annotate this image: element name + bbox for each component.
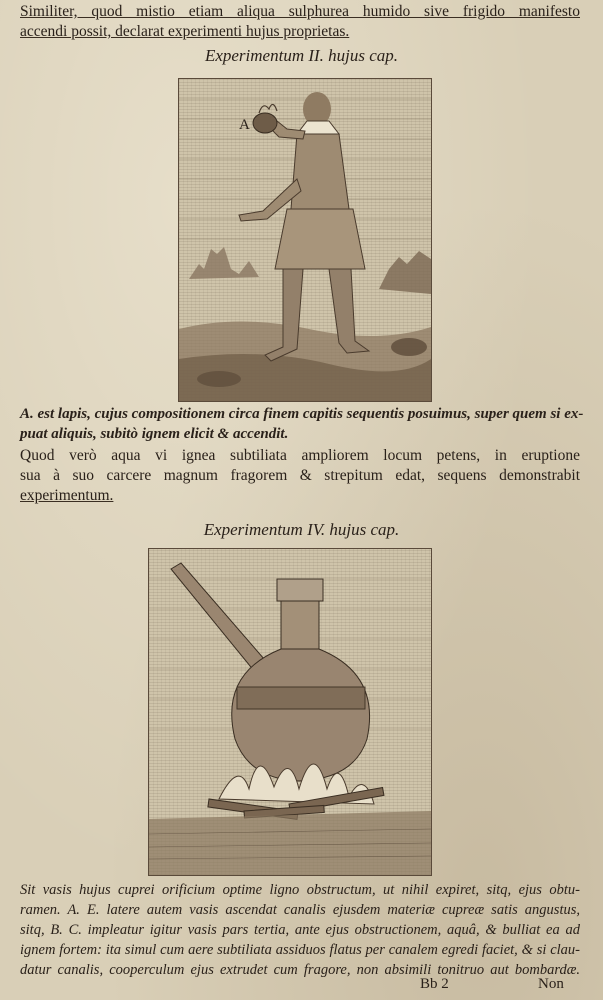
signature-mark: Bb 2 bbox=[420, 976, 449, 992]
experiment-2-heading: Experimentum II. hujus cap. bbox=[204, 46, 399, 65]
top-line-2: accendi possit, declarat experimenti hujus proprietas. bbox=[20, 23, 350, 40]
caption-line-1: A. est lapis, cujus compositionem circa finem capitis sequentis posuimus, super quem si ex- bbox=[20, 406, 584, 422]
copper-vessel-icon bbox=[149, 549, 431, 875]
exp4-line-4: ignem fortem: ita simul cum aere subtiliata assiduos flatus per canalem egredi faciet, & si clau- bbox=[20, 942, 580, 958]
experiment-4-heading: Experimentum IV. hujus cap. bbox=[203, 520, 400, 539]
middle-paragraph bbox=[20, 446, 580, 506]
caption-line-2: puat aliquis, subitò ignem elicit & accendit. bbox=[20, 426, 289, 442]
exp4-line-2: ramen. A. E. latere autem vasis ascendat canalis ejusdem materiæ cupreæ satis angustus, bbox=[20, 902, 580, 918]
top-paragraph bbox=[20, 2, 580, 42]
engraving-man-icon bbox=[179, 79, 431, 401]
experiment-4-text bbox=[20, 880, 580, 980]
exp4-line-3: sitq, B. C. impleatur igitur vasis pars tertia, ante ejus obstructionem, aquâ, & bulliat ea ad bbox=[20, 922, 580, 938]
engraving-copper-vessel bbox=[148, 548, 432, 876]
para-line-2: sua à suo carcere magnum fragorem & strepitum edat, sequens demonstrabit bbox=[20, 467, 580, 484]
catchword: Non bbox=[538, 976, 564, 992]
plate-label-a: A bbox=[239, 117, 250, 133]
para-line-3: experimentum. bbox=[20, 487, 114, 504]
exp4-line-1: Sit vasis hujus cuprei orificium optime ligno obstructum, ut nihil expiret, sitq, ejus obtu- bbox=[20, 882, 580, 898]
engraving-man-with-stone bbox=[178, 78, 432, 402]
exp4-line-5: datur canalis, cooperculum ejus extrudet cum fragore, non absimili tonitruo aut bombardæ. bbox=[20, 962, 580, 978]
experiment-2-caption bbox=[20, 404, 584, 444]
top-line-1: Similiter, quod mistio etiam aliqua sulphurea humido sive frigido manifesto bbox=[20, 3, 580, 20]
para-line-1: Quod verò aqua vi ignea subtiliata ampliorem locum petens, in eruptione bbox=[20, 447, 580, 464]
